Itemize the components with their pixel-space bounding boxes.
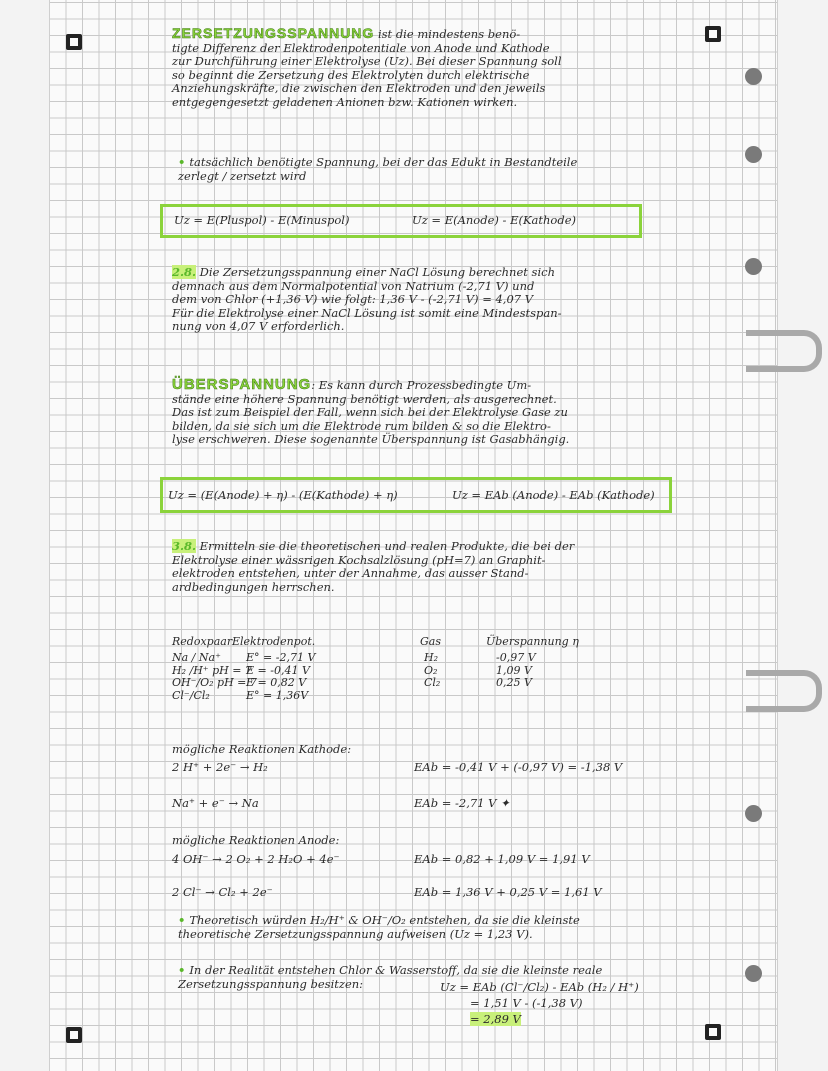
bullet-note: • tatsächlich benötigte Spannung, bei der das Edukt in Bestandteile zerlegt / zersetzt wird	[178, 155, 578, 183]
anode-reaction-1: 4 OH⁻ → 2 O₂ + 2 H₂O + 4e⁻	[172, 852, 340, 866]
table-cell: E = 0,82 V	[246, 676, 307, 689]
table-header-gas: Gas	[420, 635, 441, 648]
overvoltage-paragraph: ÜBERSPANNUNG: Es kann durch Prozessbedingte Um- stände eine höhere Spannung benötigt werden, als ausgerechnet. Das ist zum Beispiel der Fall, wenn sich bei der Elektrolyse Gase zu bilden, da sie sich um die Elektrode rum bilden & so die Elektro- lyse erschweren. Diese sogenannte Überspannung ist Gasabhängig.	[172, 376, 570, 447]
final-result: = 2,89 V	[470, 1012, 521, 1026]
cathode-title: mögliche Reaktionen Kathode:	[172, 742, 352, 756]
heading-zersetzungsspannung: ZERSETZUNGSSPANNUNG	[172, 25, 375, 41]
binder-ring-icon	[746, 330, 822, 372]
table-cell: Na / Na⁺	[172, 651, 221, 664]
cathode-reaction-1: 2 H⁺ + 2e⁻ → H₂	[172, 760, 268, 774]
corner-marker-icon	[66, 34, 82, 50]
punch-hole-icon	[745, 146, 762, 163]
table-header-redoxpaar: Redoxpaar	[172, 635, 233, 648]
table-cell: E° = -2,71 V	[246, 651, 316, 664]
final-calc-1: Uz = EAb (Cl⁻/Cl₂) - EAb (H₂ / H⁺)	[440, 980, 639, 994]
conclusion-reality: • In der Realität entstehen Chlor & Wasserstoff, da sie die kleinste reale Zersetzungsspannung besitzen:	[178, 963, 603, 991]
cathode-reaction-2: Na⁺ + e⁻ → Na	[172, 796, 259, 810]
task-paragraph: 3.8. Ermitteln sie die theoretischen und realen Produkte, die bei der Elektrolyse einer wässrigen Kochsalzlösung (pH=7) an Graphit- elektroden entstehen, unter der Annahme, das ausser Stand- ardbedingungen herrschen.	[172, 539, 575, 594]
table-cell: -0,97 V	[496, 651, 536, 664]
anode-calc-2: EAb = 1,36 V + 0,25 V = 1,61 V	[414, 885, 602, 899]
column-potentials	[246, 652, 315, 702]
table-cell: OH⁻/O₂ pH = 7	[172, 676, 257, 689]
definition-paragraph: ZERSETZUNGSSPANNUNG ist die mindestens benö- tigte Differenz der Elektrodenpotentiale von Anode und Kathode zur Durchführung einer Elektrolyse (Uz). Bei dieser Spannung soll so beginnt die Zersetzung des Elektrolyten durch elektrische Anziehungskräfte, die zwischen den Elektroden und den jeweils entgegengesetzt geladenen Anionen bzw. Kationen wirken.	[172, 25, 562, 109]
punch-hole-icon	[745, 805, 762, 822]
example-paragraph: 2.8. Die Zersetzungsspannung einer NaCl Lösung berechnet sich demnach aus dem Normalpotential von Natrium (-2,71 V) und dem von Chlor (+1,36 V) wie folgt: 1,36 V - (-2,71 V) = 4,07 V Für die Elektrolyse einer NaCl Lösung ist somit eine Mindestspan- nung von 4,07 V erforderlich.	[172, 265, 562, 334]
anode-title: mögliche Reaktionen Anode:	[172, 833, 340, 847]
table-cell: H₂ /H⁺ pH = 7	[172, 663, 252, 677]
formula-overvoltage: Uz = (E(Anode) + η) - (E(Kathode) + η)	[168, 488, 398, 502]
table-cell: E° = 1,36V	[246, 688, 309, 702]
formula-abscheidung: Uz = EAb (Anode) - EAb (Kathode)	[452, 488, 655, 502]
punch-hole-icon	[745, 965, 762, 982]
table-cell: O₂	[424, 663, 438, 677]
table-cell: E = -0,41 V	[246, 663, 310, 677]
conclusion-theory: • Theoretisch würden H₂/H⁺ & OH⁻/O₂ entstehen, da sie die kleinste theoretische Zersetzungsspannung aufweisen (Uz = 1,23 V).	[178, 913, 580, 941]
corner-marker-icon	[705, 1024, 721, 1040]
binder-ring-icon	[746, 670, 822, 712]
column-redoxpaare	[172, 652, 257, 702]
table-header-potential: Elektrodenpot.	[232, 635, 316, 648]
left-margin	[0, 0, 50, 1071]
table-cell: Cl⁻/Cl₂	[172, 688, 210, 702]
table-header-overvoltage: Überspannung η	[486, 635, 579, 648]
bullet-icon: •	[178, 155, 190, 169]
formula-electrodes: Uz = E(Anode) - E(Kathode)	[412, 213, 576, 227]
bullet-icon: •	[178, 963, 190, 977]
cathode-calc-2: EAb = -2,71 V ✦	[414, 796, 510, 810]
formula-poles: Uz = E(Pluspol) - E(Minuspol)	[174, 213, 350, 227]
column-overvoltages	[496, 652, 536, 690]
bullet-icon: •	[178, 913, 190, 927]
table-cell: 0,25 V	[496, 676, 532, 689]
anode-reaction-2: 2 Cl⁻ → Cl₂ + 2e⁻	[172, 885, 273, 899]
right-margin	[777, 0, 828, 1071]
corner-marker-icon	[66, 1027, 82, 1043]
final-calc-2: = 1,51 V - (-1,38 V)	[470, 996, 583, 1010]
column-gases	[424, 652, 440, 690]
table-cell: Cl₂	[424, 676, 441, 689]
heading-ueberspannung: ÜBERSPANNUNG	[172, 376, 312, 393]
punch-hole-icon	[745, 258, 762, 275]
corner-marker-icon	[705, 26, 721, 42]
table-cell: H₂	[424, 651, 439, 664]
punch-hole-icon	[745, 68, 762, 85]
anode-calc-1: EAb = 0,82 + 1,09 V = 1,91 V	[414, 852, 590, 866]
cathode-calc-1: EAb = -0,41 V + (-0,97 V) = -1,38 V	[414, 760, 623, 774]
table-cell: 1,09 V	[496, 663, 532, 677]
